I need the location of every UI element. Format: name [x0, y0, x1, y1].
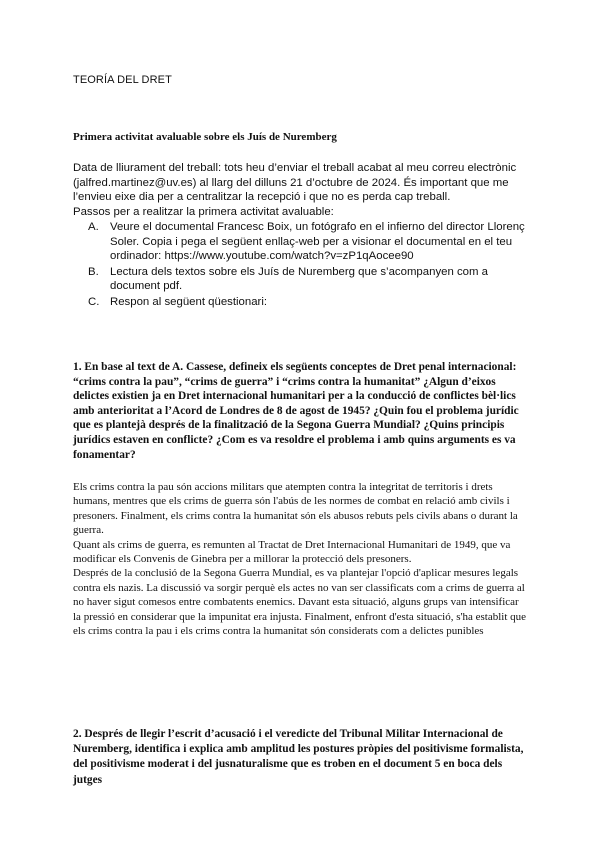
step-text: Respon al següent qüestionari:: [110, 295, 268, 308]
steps-heading: Passos per a realitzar la primera activitat avaluable:: [73, 205, 334, 218]
list-item: [88, 295, 528, 310]
list-item: [88, 265, 528, 294]
step-marker: B.: [88, 265, 99, 278]
step-text: Lectura dels textos sobre els Juís de Nuremberg que s’acompanyen com a document pdf.: [110, 265, 488, 293]
answer-paragraph: Els crims contra la pau són accions militars que atempten contra la integritat de territoris i drets humans, mentres que els crims de guerra són l'abús de les normes de combat en relació amb civils i presoners. Finalment, els crims contra la humanitat són els abusos rebuts pels civils abans o durant la guerra.: [73, 481, 518, 537]
intro-section: [73, 161, 543, 219]
course-header: TEORÍA DEL DRET: [73, 74, 172, 86]
activity-title: Primera activitat avaluable sobre els Juís de Nuremberg: [73, 131, 337, 143]
step-text: Veure el documental Francesc Boix, un fotógrafo en el infierno del director Llorenç Soler. Copia i pega el següent enllaç-web per a visionar el documental en el teu ordinador: https://www.youtube.com/watch?v=zP1qAocee90: [110, 221, 525, 263]
delivery-paragraph: Data de lliurament del treball: tots heu d’enviar el treball acabat al meu correu electrònic (jalfred.martinez@uv.es) al llarg del dilluns 21 d’octubre de 2024. És important que me l’envieu eixe dia per a centralitzar la recepció i que no es perda cap treball.: [73, 162, 517, 204]
question-1: 1. En base al text de A. Cassese, defineix els següents conceptes de Dret penal internacional: “crims contra la pau”, “crims de guerra” i “crims contra la humanitat” ¿Algun d’eixos delictes existien ja en Dret internacional humanitari per a la conducció de conflictes bèl·lics amb anterioritat a l’Acord de Londres de 8 de agost de 1945? ¿Quin fou el problema jurídic que es plantejà després de la finalització de la Segona Guerra Mundial? ¿Quins principis jurídics estaven en conflicte? ¿Com es va resoldre el problema i amb quins arguments es va fonamentar?: [73, 361, 519, 461]
question-2: 2. Després de llegir l’escrit d’acusació i el veredicte del Tribunal Militar Internacional de Nuremberg, identifica i explica amb amplitud les postures pròpies del positivisme formalista, del positivisme moderat i del jusnaturalisme que es troben en el document 5 en boca dels jutges: [73, 728, 524, 786]
list-item: [88, 220, 528, 264]
answer-paragraph: Quant als crims de guerra, es remunten al Tractat de Dret Internacional Humanitari de 1949, que va modificar els Convenis de Ginebra per a millorar la protecció dels presoners.: [73, 538, 511, 566]
step-marker: A.: [88, 221, 99, 233]
answer-paragraph: Després de la conclusió de la Segona Guerra Mundial, es va plantejar l'opció d'aplicar mesures legals contra els nazis. La discussió va sorgir perquè els actes no van ser classificats com a crims de guerra al no haver sigut comesos entre combatents enemics. Davant esta situació, alguns grups van intensificar la pressió en considerar que la impunitat era injusta. Finalment, enfront d'esta situació, s'ha establit que els crims contra la pau i els crims contra la humanitat són considerats com a delictes punibles: [73, 567, 527, 638]
steps-list: [88, 220, 528, 311]
step-marker: C.: [88, 295, 100, 308]
answer-1: [73, 480, 529, 638]
